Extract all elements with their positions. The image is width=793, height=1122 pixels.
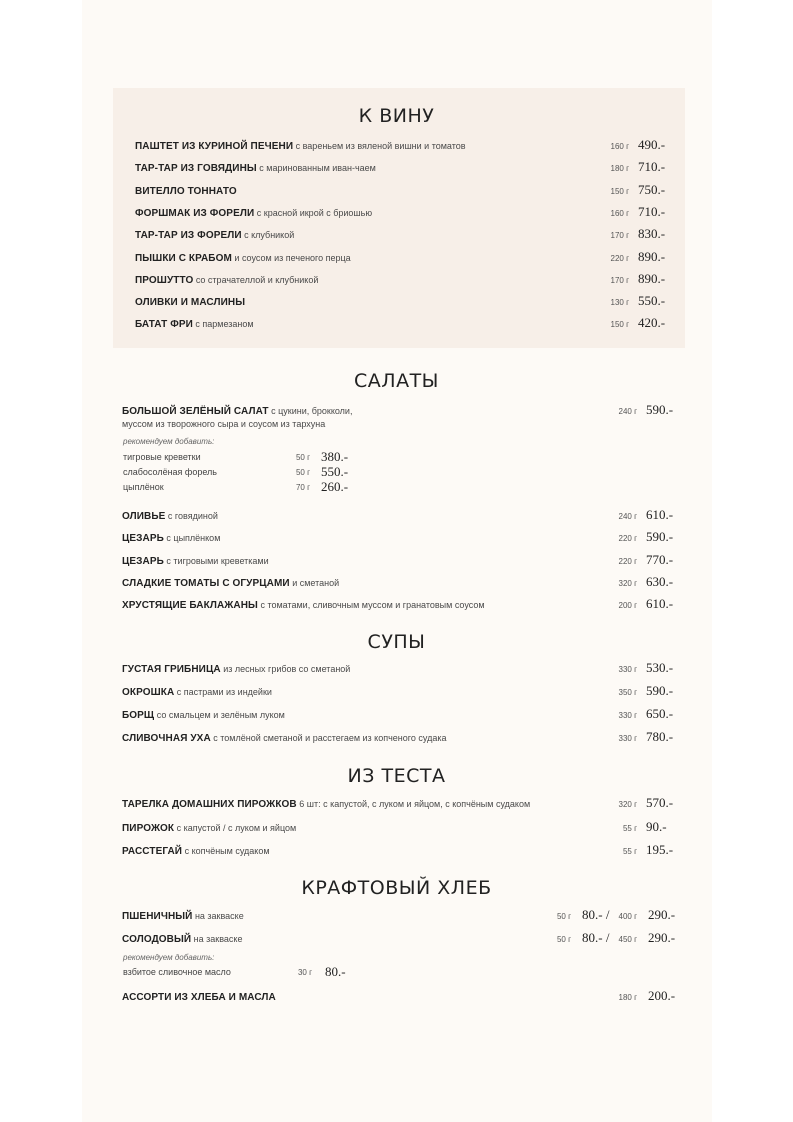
menu-item [122,796,530,812]
menu-item-name: ФОРШМАК ИЗ ФОРЕЛИ [135,207,255,219]
menu-item-desc: и сметаной [289,577,340,588]
menu-item [135,138,466,154]
menu-item [135,294,245,310]
menu-item-weight: 55 г [622,823,637,833]
menu-item-price: 200.- [648,988,676,1003]
menu-item-weight: 320 г [618,800,637,809]
addon-price: 380.- [321,449,349,464]
addon-price: 260.- [321,479,349,494]
menu-item-desc: из лесных грибов со сметаной [220,664,351,674]
menu-item-price: 750.- [638,181,666,197]
menu-item-price: 80.- / [582,907,610,922]
menu-item-weight: 450 г [618,935,637,944]
menu-item-desc: с тигровыми креветками [163,555,269,566]
menu-item [122,597,485,613]
menu-item-price: 780.- [646,729,674,744]
section-title-supy: СУПЫ [367,631,426,653]
menu-item-price: 630.- [646,573,674,589]
menu-item-name: СЛАДКИЕ ТОМАТЫ С ОГУРЦАМИ [122,577,290,589]
menu-item-price: 710.- [638,159,666,175]
menu-item-price: 570.- [646,795,674,810]
menu-item [122,508,218,524]
menu-item-name: СОЛОДОВЫЙ [122,934,192,945]
menu-item-desc: с цыплёнком [163,533,221,544]
menu-item-desc: 6 шт: с капустой, с луком и яйцом, с копчёным судаком [296,799,531,809]
menu-item-price: 610.- [646,507,674,522]
menu-item-name: БОРЩ [122,710,155,721]
menu-item-weight: 240 г [618,512,637,521]
menu-item-name: АССОРТИ ИЗ ХЛЕБА И МАСЛА [122,992,276,1003]
menu-item-weight: 180 г [618,993,637,1002]
menu-item-desc: с капустой / с луком и яйцом [174,822,297,833]
menu-item-weight: 240 г [618,407,637,416]
menu-item-weight: 200 г [618,601,637,611]
menu-item-name: ОЛИВЬЕ [122,511,166,522]
menu-item-weight: 150 г [610,186,629,196]
addon-price: 550.- [321,464,349,479]
menu-item-weight: 400 г [618,912,637,921]
menu-item [135,272,318,288]
menu-item-desc: муссом из творожного сыра и соусом из тархуна [122,419,326,429]
menu-item [122,553,269,569]
menu-item-price: 80.- / [582,930,610,945]
menu-item-price: 290.- [648,930,676,945]
menu-item-weight: 350 г [618,688,637,697]
menu-item-price: 490.- [638,137,666,152]
menu-item-price: 290.- [648,907,676,922]
menu-item-weight: 170 г [610,231,629,241]
menu-item [122,575,339,591]
addon-weight: 30 г [297,968,312,977]
menu-item-price: 650.- [646,706,674,721]
menu-item-name: ЦЕЗАРЬ [122,533,164,545]
menu-item-desc: с клубникой [241,230,295,241]
menu-item-desc: со смальцем и зелёным луком [154,710,285,720]
menu-item-desc: с говядиной [165,511,218,521]
menu-item [122,820,296,836]
menu-item-name: ВИТЕЛЛО ТОННАТО [135,185,237,197]
addon-name: тигровые креветки [123,452,201,462]
menu-item-name: ЦЕЗАРЬ [122,555,164,567]
menu-item-desc: со страчателлой и клубникой [193,274,319,285]
menu-item-name: СЛИВОЧНАЯ УХА [122,733,211,744]
menu-item-weight: 150 г [610,320,629,330]
menu-item-price: 610.- [646,596,674,612]
section-title-iz-testa: ИЗ ТЕСТА [347,765,446,787]
menu-item-name: БАТАТ ФРИ [135,319,193,331]
menu-item-weight: 320 г [618,578,637,588]
menu-item-name: ГУСТАЯ ГРИБНИЦА [122,664,221,675]
menu-item-name: ПИРОЖОК [122,822,175,834]
menu-item-price: 195.- [646,842,674,857]
addon-name: слабосолёная форель [123,467,217,477]
menu-item [135,205,372,221]
menu-item-name: ТАР-ТАР ИЗ ГОВЯДИНЫ [135,163,257,175]
menu-item [122,931,242,947]
menu-item-price: 770.- [646,551,674,567]
menu-item-desc: с томатами, сливочным муссом и гранатовым соусом [257,600,485,611]
section-title-khleb: КРАФТОВЫЙ ХЛЕБ [301,877,492,899]
menu-item-desc: и соусом из печеного перца [231,252,351,263]
menu-item [122,707,285,723]
menu-item-price: 710.- [638,203,666,219]
menu-item-name: ПРОШУТТО [135,274,194,286]
menu-item-price: 590.- [646,683,674,698]
menu-item-weight: 330 г [618,734,637,743]
menu-item-name: ТАР-ТАР ИЗ ФОРЕЛИ [135,230,242,242]
menu-item [135,250,351,266]
menu-item-desc: с пармезаном [192,319,254,330]
menu-item-price: 590.- [646,529,674,545]
addon-weight: 50 г [295,468,310,477]
menu-item-name: ОЛИВКИ И МАСЛИНЫ [135,297,246,309]
menu-item-name: ПШЕНИЧНЫЙ [122,911,193,922]
menu-item-price: 90.- [646,818,667,834]
addon-price: 80.- [325,964,346,979]
menu-item [135,160,376,176]
menu-item-price: 890.- [638,248,666,264]
menu-item-desc: с вареньем из вяленой вишни и томатов [293,141,466,151]
menu-item-desc: с томлёной сметаной и расстегаем из копченого судака [210,733,447,743]
menu-item-name: ХРУСТЯЩИЕ БАКЛАЖАНЫ [122,600,258,612]
menu-item [122,908,244,924]
menu-item-name: ОКРОШКА [122,687,175,698]
menu-item-name: РАССТЕГАЙ [122,846,183,857]
menu-item [135,227,294,243]
menu-item-price: 420.- [638,315,666,331]
menu-item-price: 550.- [638,293,666,309]
menu-item [135,316,254,332]
recommend-note: рекомендуем добавить: [123,437,215,446]
addon-name: цыплёнок [123,482,164,492]
menu-item [122,530,220,546]
menu-item-weight: 330 г [618,711,637,720]
menu-item-name: ТАРЕЛКА ДОМАШНИХ ПИРОЖКОВ [122,799,297,810]
menu-item-weight: 180 г [610,164,629,174]
menu-item [122,843,270,859]
menu-item-name: БОЛЬШОЙ ЗЕЛЁНЫЙ САЛАТ с цукини, брокколи, [122,406,353,417]
addon-weight: 70 г [295,483,310,492]
menu-item-weight: 220 г [610,253,629,263]
menu-item-name: ПАШТЕТ ИЗ КУРИНОЙ ПЕЧЕНИ [135,141,294,152]
menu-item-desc: с красной икрой с бриошью [254,207,373,218]
menu-item [135,183,237,199]
menu-item-desc: с маринованным иван-чаем [256,163,376,174]
menu-item-weight: 160 г [610,142,629,151]
menu-item-weight: 50 г [556,935,571,944]
menu-item-weight: 220 г [618,534,637,544]
menu-item-desc: на закваске [191,934,243,944]
menu-item-weight: 50 г [556,912,571,921]
menu-item-price: 890.- [638,270,666,286]
menu-item-desc: с копчёным судаком [182,846,270,856]
menu-item-desc: с пастрами из индейки [174,687,272,697]
menu-item-weight: 330 г [618,665,637,674]
menu-item-price: 530.- [646,660,674,675]
section-title-k-vinu: К ВИНУ [358,105,435,127]
menu-item [122,730,446,746]
menu-item-weight: 55 г [622,847,637,856]
section-title-salaty: САЛАТЫ [354,370,439,392]
menu-item-price: 830.- [638,226,666,242]
menu-item [122,684,272,700]
addon-name: взбитое сливочное масло [123,967,231,977]
menu-item-weight: 160 г [610,208,629,218]
menu-item-weight: 170 г [610,275,629,285]
recommend-note: рекомендуем добавить: [123,953,215,962]
menu-item-weight: 130 г [610,298,629,308]
menu-item-desc: на закваске [192,911,244,921]
addon-weight: 50 г [295,453,310,462]
menu-item-weight: 220 г [618,556,637,566]
menu-item [122,661,350,677]
menu-item-name: ПЫШКИ С КРАБОМ [135,252,232,264]
menu-item-price: 590.- [646,402,674,417]
